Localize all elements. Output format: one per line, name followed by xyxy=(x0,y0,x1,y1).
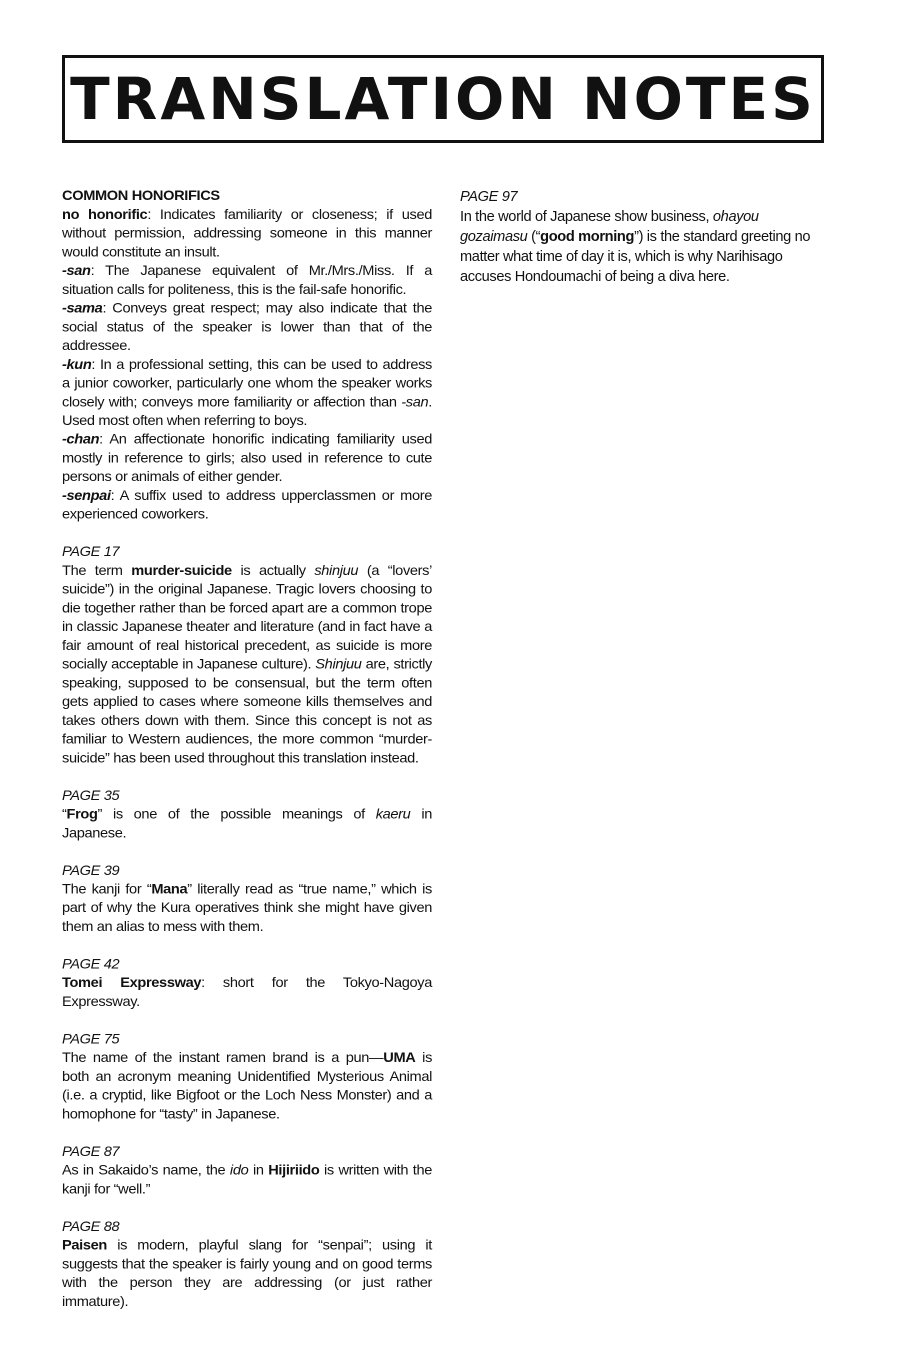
note-italic-term: ido xyxy=(229,1163,249,1179)
honorific-definition: : Conveys great respect; may also indicate that the social status of the speaker is lower than that of the addressee. xyxy=(62,301,432,354)
honorific-definition: : An affectionate honorific indicating familiarity used mostly in reference to girls; also used in reference to cute persons or animals of either gender. xyxy=(62,432,432,485)
note-text: are, strictly speaking, supposed to be consensual, but the term often gets applied to cases where someone kills themselves and takes others down with them. Since this concept is not as familiar to Western audiences, the more common “murder-suicide” has been used throughout this translation instead. xyxy=(62,657,432,767)
note-text: is actually xyxy=(231,563,315,579)
honorific-entry xyxy=(62,262,432,299)
honorific-definition: : The Japanese equivalent of Mr./Mrs./Miss. If a situation calls for politeness, this is the fail-safe honorific. xyxy=(62,263,432,298)
honorific-entry xyxy=(62,299,432,355)
page-note-heading: PAGE 42 xyxy=(62,957,120,973)
section-page-39 xyxy=(62,862,432,937)
note-text: in xyxy=(248,1163,269,1179)
note-italic-term: shinjuu xyxy=(314,563,359,579)
honorific-entry xyxy=(62,487,432,524)
note-text: ” literally read as “true name,” which is part of why the Kura operatives think she might have given them an alias to mess with them. xyxy=(62,882,432,935)
note-text: is written with the kanji for “well.” xyxy=(62,1163,432,1198)
honorific-term: no honorific xyxy=(62,207,148,223)
note-text: ”) is the standard greeting no matter what time of day it is, which is why Narihisago accuses Hondoumachi of being a diva here. xyxy=(460,229,811,285)
page-note-heading: PAGE 39 xyxy=(62,863,120,879)
page-note-body xyxy=(62,1236,432,1311)
page-note-heading: PAGE 35 xyxy=(62,788,120,804)
note-text: As in Sakaido’s name, the xyxy=(62,1163,230,1179)
note-italic-term: Shinjuu xyxy=(315,657,362,673)
section-page-17 xyxy=(62,543,432,768)
section-page-42 xyxy=(62,955,432,1011)
note-text: (a “lovers’ suicide”) in the original Japanese. Tragic lovers choosing to die together rather than be forced apart are a common trope in classic Japanese theater and literature (and in fact have a fair amount of real historical precedent, as suicide is more socially acceptable in Japanese culture). xyxy=(62,563,433,673)
note-text: (“ xyxy=(527,229,541,245)
section-page-97 xyxy=(460,187,820,287)
page-note-heading: PAGE 97 xyxy=(460,189,518,205)
honorific-term: -sama xyxy=(62,301,103,317)
page-note-heading: PAGE 88 xyxy=(62,1219,120,1235)
left-column xyxy=(62,187,432,1330)
page-note-heading: PAGE 87 xyxy=(62,1144,120,1160)
note-text: is modern, playful slang for “senpai”; using it suggests that the speaker is fairly young and on good terms with the person they are addressing (or just rather immature). xyxy=(62,1238,432,1310)
note-text: The name of the instant ramen brand is a pun— xyxy=(62,1050,384,1066)
note-text: : short for the Tokyo-Nagoya Expressway. xyxy=(62,975,432,1010)
page-note-body xyxy=(62,562,432,768)
page-note-heading: PAGE 75 xyxy=(62,1032,120,1048)
note-bold-term: good morning xyxy=(540,229,635,245)
page-note-body xyxy=(62,1049,432,1124)
note-bold-term: Paisen xyxy=(62,1238,107,1254)
note-text: The kanji for “ xyxy=(62,882,152,898)
note-text: In the world of Japanese show business, xyxy=(460,209,713,225)
note-bold-term: Hijiriido xyxy=(268,1163,320,1179)
honorific-definition: . Used most often when referring to boys. xyxy=(62,395,432,429)
page-note-body xyxy=(62,880,432,936)
honorific-definition: : In a professional setting, this can be used to address a junior coworker, particularly one whom the speaker works closely with; conveys more familiarity or affection than xyxy=(62,357,432,411)
section-page-35 xyxy=(62,787,432,843)
section-page-75 xyxy=(62,1030,432,1124)
title-box xyxy=(62,55,824,143)
note-text: “ xyxy=(62,807,67,823)
page-note-body xyxy=(62,1161,432,1198)
note-text: ” is one of the possible meanings of xyxy=(97,807,376,823)
honorific-entry xyxy=(62,206,432,262)
honorific-italic-term: -san xyxy=(401,395,429,411)
honorific-term: -chan xyxy=(62,432,100,448)
honorific-definition: : A suffix used to address upperclassmen or more experienced coworkers. xyxy=(62,488,432,523)
honorific-entry xyxy=(62,431,432,487)
section-page-87 xyxy=(62,1143,432,1199)
right-column xyxy=(460,187,820,307)
honorific-term: -san xyxy=(62,263,91,279)
note-bold-term: UMA xyxy=(383,1050,416,1066)
note-italic-term: ohayou gozaimasu xyxy=(460,209,759,245)
note-text: The term xyxy=(62,563,132,579)
honorific-term: -kun xyxy=(62,357,92,373)
note-bold-term: murder-suicide xyxy=(131,563,232,579)
note-italic-term: kaeru xyxy=(375,807,411,823)
page-note-body xyxy=(62,805,432,842)
page-note-body xyxy=(62,974,432,1011)
honorific-term: -senpai xyxy=(62,488,111,504)
note-bold-term: Frog xyxy=(66,807,98,823)
note-text: is both an acronym meaning Unidentified Mysterious Animal (i.e. a cryptid, like Bigfoot or the Loch Ness Monster) and a homophone for “tasty” in Japanese. xyxy=(62,1050,433,1123)
honorific-definition: : Indicates familiarity or closeness; if used without permission, addressing someone in this manner would constitute an insult. xyxy=(62,207,433,261)
page-title: TRANSLATION NOTES xyxy=(70,65,816,133)
section-page-88 xyxy=(62,1218,432,1312)
honorific-entry xyxy=(62,356,432,431)
honorifics-heading: COMMON HONORIFICS xyxy=(62,188,220,204)
page-note-body xyxy=(460,207,820,287)
page-note-heading: PAGE 17 xyxy=(62,544,120,560)
note-bold-term: Mana xyxy=(151,882,188,898)
note-bold-term: Tomei Expressway xyxy=(62,975,202,991)
section-common-honorifics xyxy=(62,187,432,524)
note-text: in Japanese. xyxy=(62,807,432,842)
